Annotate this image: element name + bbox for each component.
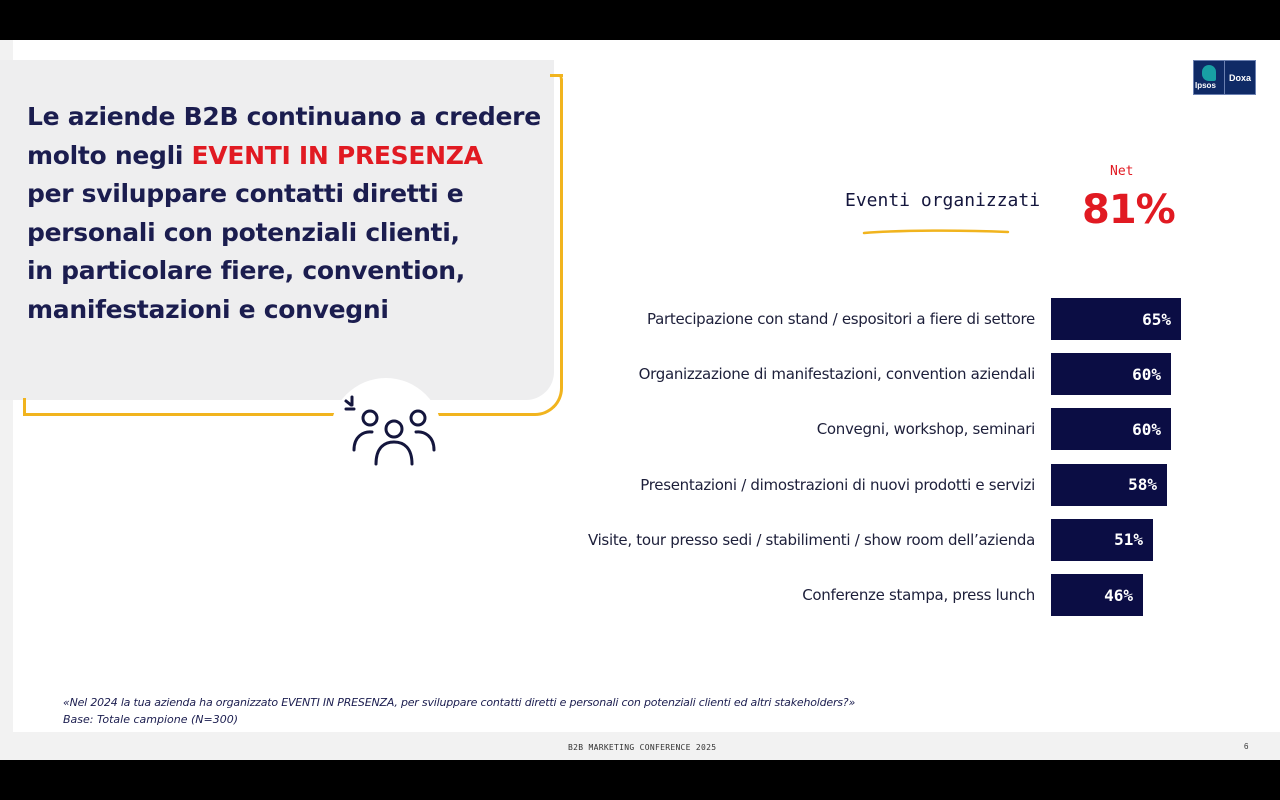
headline-line-2-pre: molto negli — [27, 140, 192, 170]
bar-category-label: Organizzazione di manifestazioni, convention aziendali — [638, 365, 1035, 384]
bar-row — [560, 408, 1280, 450]
bar-row — [560, 298, 1280, 340]
yellow-frame-cap — [23, 398, 26, 416]
bar-value-label: 58% — [1128, 475, 1157, 495]
headline-line-5: in particolare fiere, convention, — [27, 256, 465, 285]
bar-category-label: Presentazioni / dimostrazioni di nuovi prodotti e servizi — [640, 475, 1035, 494]
bar-row — [560, 519, 1280, 561]
bar-category-label: Partecipazione con stand / espositori a fiere di settore — [647, 310, 1035, 328]
bar-category-label: Convegni, workshop, seminari — [816, 420, 1035, 439]
bar-category-label: Visite, tour presso sedi / stabilimenti / show room dell’azienda — [587, 530, 1035, 549]
survey-question: «Nel 2024 la tua azienda ha organizzato EVENTI IN PRESENZA, per sviluppare contatti diretti e personali con potenziali clienti ed altri stakeholders?» — [63, 696, 856, 709]
headline-line-3: per sviluppare contatti diretti e — [27, 179, 464, 208]
headline-highlight: EVENTI IN PRESENZA — [191, 140, 483, 170]
bar-value-label: 60% — [1132, 419, 1161, 439]
page-number: 6 — [1244, 742, 1249, 751]
bar-value-label: 65% — [1142, 309, 1171, 329]
headline-line-6: manifestazioni e convegni — [27, 294, 389, 324]
bar — [1051, 408, 1171, 450]
bar-value-label: 60% — [1132, 364, 1161, 384]
events-title: Eventi organizzati — [845, 190, 1041, 211]
underline-stroke — [862, 228, 1010, 236]
bar-row — [560, 574, 1280, 616]
bar-row — [560, 353, 1280, 395]
net-value: 81% — [1082, 187, 1175, 233]
bar-value-label: 46% — [1104, 585, 1133, 605]
ipsos-doxa-logo — [1193, 60, 1256, 95]
bar-value-label: 51% — [1114, 530, 1143, 550]
ipsos-logo — [1194, 61, 1224, 94]
headline — [27, 98, 552, 329]
bar — [1051, 574, 1143, 616]
bar-row — [560, 464, 1280, 506]
slide — [0, 40, 1280, 760]
footer-conference: B2B MARKETING CONFERENCE 2025 — [568, 743, 717, 752]
headline-line-2 — [27, 137, 552, 176]
doxa-logo-text: Doxa — [1224, 61, 1255, 94]
bar — [1051, 519, 1153, 561]
net-label: Net — [1110, 164, 1134, 179]
bar — [1051, 464, 1167, 506]
bar — [1051, 298, 1181, 340]
yellow-frame-tick — [550, 74, 563, 77]
headline-line-4: personali con potenziali clienti, — [27, 217, 460, 247]
sample-base: Base: Totale campione (N=300) — [63, 713, 238, 726]
bar-category-label: Conferenze stampa, press lunch — [802, 586, 1035, 604]
ipsos-logo-text: Ipsos — [1195, 81, 1216, 90]
people-group-icon — [342, 392, 437, 467]
headline-line-1: Le aziende B2B continuano a credere — [27, 102, 541, 131]
bar — [1051, 353, 1171, 395]
